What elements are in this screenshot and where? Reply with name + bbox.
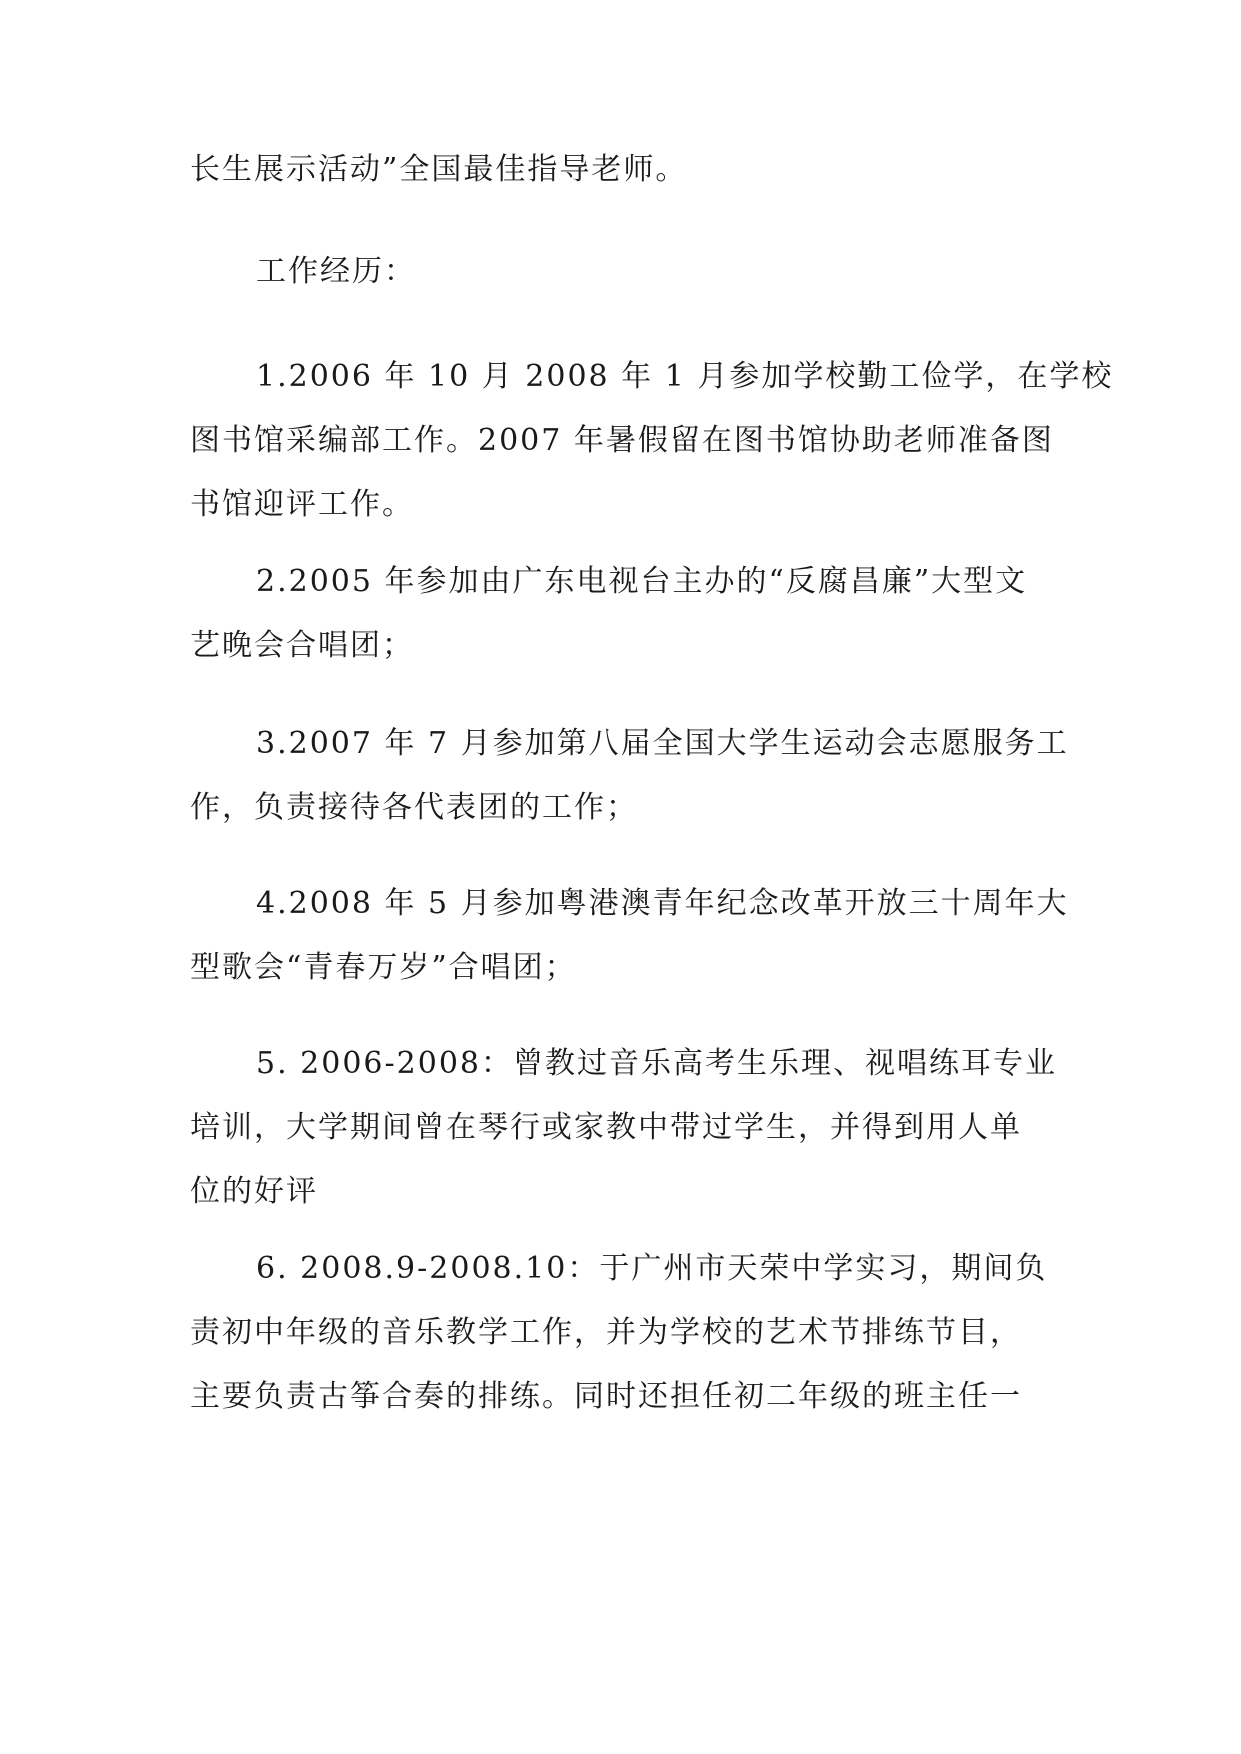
- text-line: 6. 2008.9-2008.10：于广州市天荣中学实习，期间负: [256, 1251, 1048, 1286]
- paragraph-item-2: [190, 550, 1070, 678]
- text-line: 主要负责古筝合奏的排练。同时还担任初二年级的班主任一: [190, 1379, 1022, 1414]
- paragraph-award-continuation: [190, 138, 1070, 202]
- paragraph-item-4: [190, 872, 1070, 1000]
- text-line: 责初中年级的音乐教学工作，并为学校的艺术节排练节目，: [190, 1315, 1022, 1350]
- text-line: 5. 2006-2008：曾教过音乐高考生乐理、视唱练耳专业: [256, 1046, 1057, 1081]
- text-line: 书馆迎评工作。: [190, 487, 414, 522]
- text-line: 图书馆采编部工作。2007 年暑假留在图书馆协助老师准备图: [190, 423, 1054, 458]
- text-line: 位的好评: [190, 1174, 318, 1209]
- text-line: 型歌会“青春万岁”合唱团；: [190, 950, 577, 985]
- text-line: 培训，大学期间曾在琴行或家教中带过学生，并得到用人单: [190, 1110, 1022, 1145]
- section-heading-work-experience: [190, 240, 1070, 304]
- paragraph-item-1: [190, 345, 1114, 537]
- text-line: 1.2006 年 10 月 2008 年 1 月参加学校勤工俭学，在学校: [256, 359, 1114, 394]
- text-line: 2.2005 年参加由广东电视台主办的“反腐昌廉”大型文: [256, 564, 1028, 599]
- text-line: 长生展示活动”全国最佳指导老师。: [190, 152, 688, 187]
- text-line: 4.2008 年 5 月参加粤港澳青年纪念改革开放三十周年大: [256, 886, 1069, 921]
- heading-text: 工作经历：: [256, 254, 416, 289]
- paragraph-item-3: [190, 712, 1070, 840]
- text-line: 作，负责接待各代表团的工作；: [190, 790, 638, 825]
- text-line: 3.2007 年 7 月参加第八届全国大学生运动会志愿服务工: [256, 726, 1069, 761]
- paragraph-item-6: [190, 1237, 1070, 1429]
- paragraph-item-5: [190, 1032, 1070, 1224]
- text-line: 艺晚会合唱团；: [190, 628, 414, 663]
